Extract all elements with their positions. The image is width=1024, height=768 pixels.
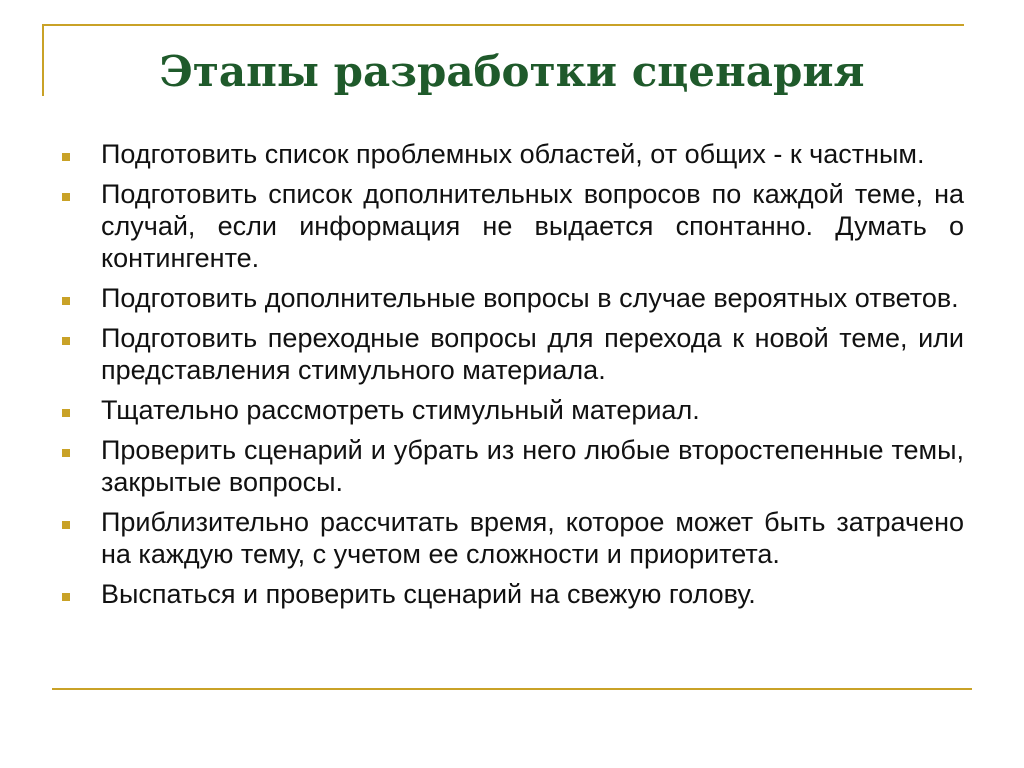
list-item-text: Подготовить переходные вопросы для перехода к новой теме, или представления стимульного материала. (101, 323, 964, 385)
list-item (62, 578, 964, 610)
frame-top-line (42, 24, 964, 26)
square-bullet-icon (62, 337, 70, 345)
list-item-text: Подготовить список дополнительных вопросов по каждой теме, на случай, если информация не выдается спонтанно. Думать о контингенте. (101, 179, 964, 273)
list-item-text: Подготовить дополнительные вопросы в случае вероятных ответов. (101, 283, 959, 313)
square-bullet-icon (62, 409, 70, 417)
list-item-text: Проверить сценарий и убрать из него любые второстепенные темы, закрытые вопросы. (101, 435, 964, 497)
square-bullet-icon (62, 593, 70, 601)
list-item (62, 506, 964, 570)
list-item (62, 138, 964, 170)
list-item-text: Приблизительно рассчитать время, которое может быть затрачено на каждую тему, с учетом ее сложности и приоритета. (101, 507, 964, 569)
list-item-text: Тщательно рассмотреть стимульный материал. (101, 395, 700, 425)
square-bullet-icon (62, 297, 70, 305)
list-item (62, 434, 964, 498)
slide-title: Этапы разработки сценария (159, 47, 865, 96)
square-bullet-icon (62, 153, 70, 161)
bullet-list (62, 138, 964, 618)
square-bullet-icon (62, 193, 70, 201)
square-bullet-icon (62, 521, 70, 529)
list-item (62, 282, 964, 314)
list-item-text: Подготовить список проблемных областей, от общих - к частным. (101, 139, 925, 169)
list-item-text: Выспаться и проверить сценарий на свежую голову. (101, 579, 756, 609)
list-item (62, 178, 964, 274)
frame-bottom-line (52, 688, 972, 690)
list-item (62, 394, 964, 426)
square-bullet-icon (62, 449, 70, 457)
list-item (62, 322, 964, 386)
